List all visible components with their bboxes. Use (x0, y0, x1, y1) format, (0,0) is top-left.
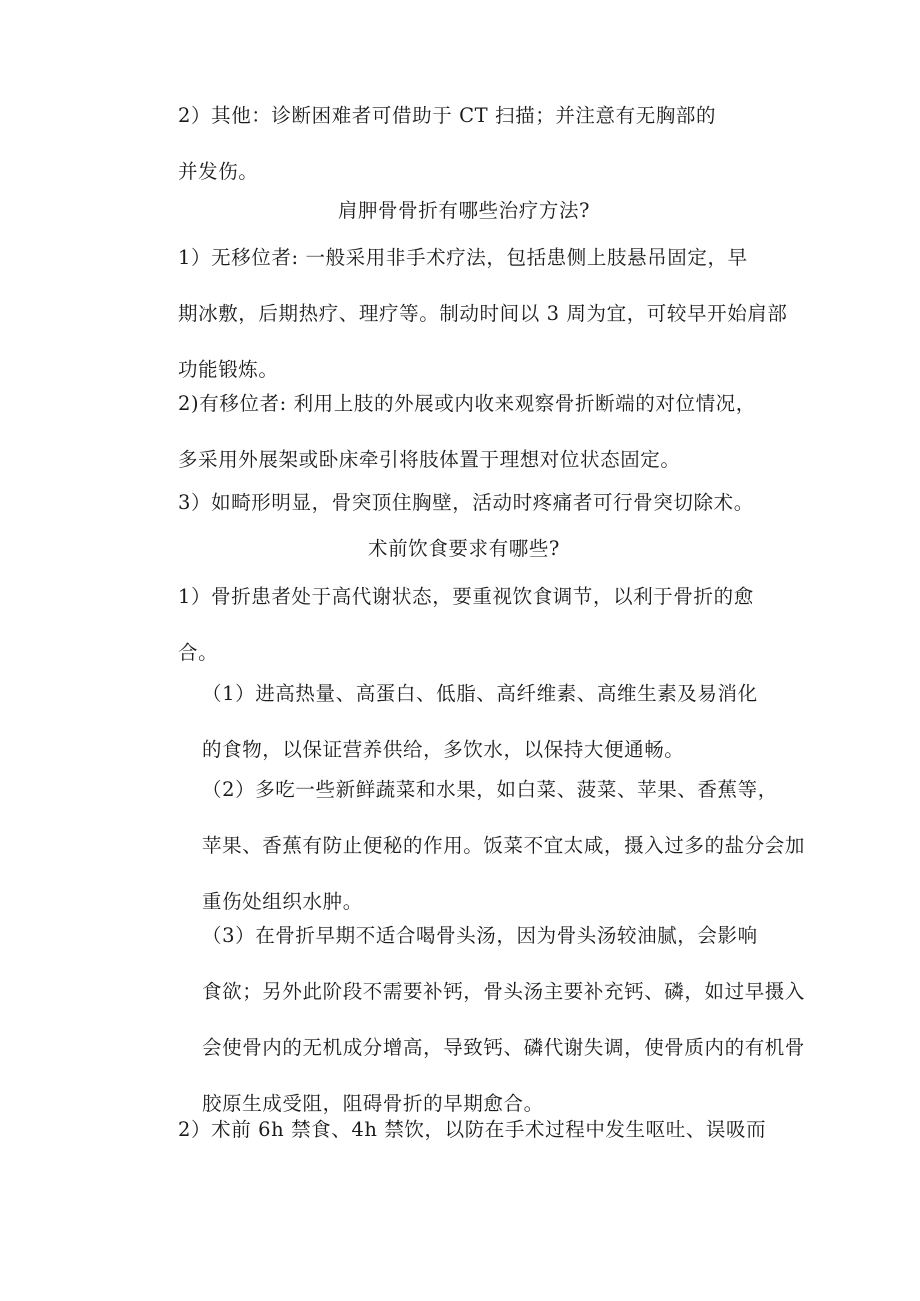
text-line: 苹果、香蕉有防止便秘的作用。饭菜不宜太咸，摄入过多的盐分会加 (202, 834, 806, 857)
paragraph-high-metabolism (136, 569, 792, 681)
paragraph-preop-fasting (136, 1102, 792, 1158)
heading-scapula-treatment: 肩胛骨骨折有哪些治疗方法? (337, 199, 591, 222)
text-line: 2）术前 6h 禁食、4h 禁饮，以防在手术过程中发生呕吐、误吸而 (178, 1118, 767, 1141)
text-line: （3）在骨折早期不适合喝骨头汤，因为骨头汤较油腻，会影响 (202, 924, 758, 947)
text-line: （1）进高热量、高蛋白、低脂、高纤维素、高维生素及易消化 (202, 682, 758, 705)
text-line: 会使骨内的无机成分增高，导致钙、磷代谢失调，使骨质内的有机骨 (202, 1036, 806, 1059)
paragraph-displaced (136, 376, 792, 488)
paragraph-diet-item-2 (136, 762, 806, 930)
text-line: （2）多吃一些新鲜蔬菜和水果，如白菜、菠菜、苹果、香蕉等， (202, 778, 778, 801)
text-line: 3）如畸形明显，骨突顶住胸壁，活动时疼痛者可行骨突切除术。 (178, 491, 754, 514)
text-line: 胶原生成受阻，阻碍骨折的早期愈合。 (202, 1092, 544, 1115)
text-line: 2)有移位者: 利用上肢的外展或内收来观察骨折断端的对位情况， (178, 392, 756, 415)
text-line: 1）骨折患者处于高代谢状态，要重视饮食调节，以利于骨折的愈 (178, 585, 754, 608)
paragraph-diet-item-3 (136, 908, 806, 1132)
text-line: 2）其他：诊断困难者可借助于 CT 扫描；并注意有无胸部的 (178, 104, 717, 127)
text-line: 合。 (178, 641, 219, 664)
text-line: 1）无移位者: 一般采用非手术疗法，包括患侧上肢悬吊固定，早 (178, 246, 748, 269)
text-line: 的食物，以保证营养供给，多饮水，以保持大便通畅。 (202, 738, 685, 761)
text-line: 期冰敷，后期热疗、理疗等。制动时间以 3 周为宜，可较早开始肩部 (178, 302, 788, 325)
text-line: 功能锻炼。 (178, 358, 279, 381)
heading-preop-diet: 术前饮食要求有哪些? (368, 537, 560, 560)
text-line: 多采用外展架或卧床牵引将肢体置于理想对位状态固定。 (178, 448, 681, 471)
paragraph-non-displaced (136, 230, 792, 398)
text-line: 重伤处组织水肿。 (202, 890, 363, 913)
text-line: 并发伤。 (178, 160, 259, 183)
text-line: 食欲；另外此阶段不需要补钙，骨头汤主要补充钙、磷，如过早摄入 (202, 980, 806, 1003)
